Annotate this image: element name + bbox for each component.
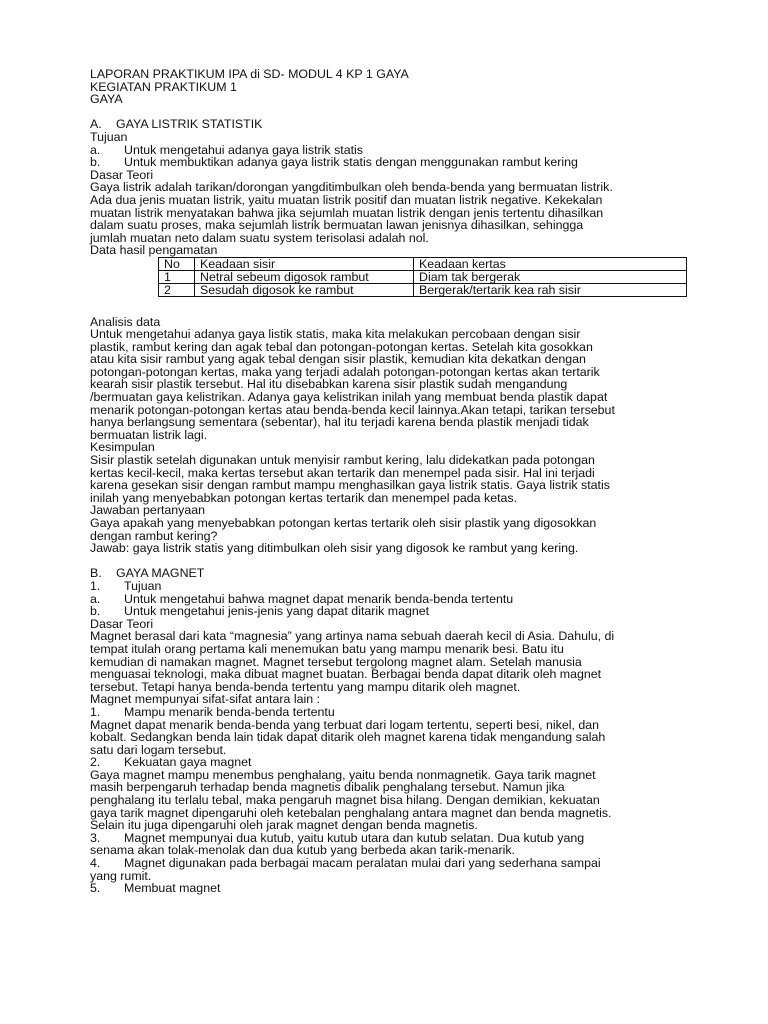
table-header-cell: Keadaan kertas (414, 257, 687, 270)
paragraph-line: menguasai teknologi, maka dibuat magnet buatan. Berbagai benda dapat ditarik oleh magnet (90, 667, 602, 682)
paragraph-line: yang rumit. (90, 868, 152, 883)
observation-table (158, 257, 687, 297)
sifat-item: 2. Kekuatan gaya magnet (90, 755, 252, 770)
paragraph-line: Magnet mempunyai sifat-sifat antara lain : (90, 692, 321, 707)
table-cell: Netral sebeum digosok rambut (195, 270, 414, 283)
paragraph-line: karena gesekan sisir dengan rambut mampu menghasilkan gaya listrik statis. Gaya listrik statis (90, 478, 610, 493)
paragraph-line: potongan-potongan kertas, maka yang terjadi adalah potongan-potongan kertas akan tertarik (90, 364, 600, 379)
section-b-tujuan-item: b. Untuk mengetahui jenis-jenis yang dapat ditarik magnet (90, 604, 430, 619)
paragraph-line: Untuk mengetahui adanya gaya listik statis, maka kita melakukan percobaan dengan sisir (90, 327, 581, 342)
section-a-heading: A. GAYA LISTRIK STATISTIK (90, 117, 263, 132)
kesimpulan-heading: Kesimpulan (90, 440, 155, 455)
paragraph-line: kemudian di namakan magnet. Magnet tersebut tergolong magnet alam. Setelah manusia (90, 654, 582, 669)
paragraph-line: penghalang itu terlalu tebal, maka pengaruh magnet bisa hilang. Dengan demikian, kekuatan (90, 793, 600, 808)
paragraph-line: Ada dua jenis muatan listrik, yaitu muatan listrik positif dan muatan listrik negative. Kekekalan (90, 192, 603, 207)
table-cell: Diam tak bergerak (414, 270, 687, 283)
table-header-cell: Keadaan sisir (195, 257, 414, 270)
table-row (159, 270, 687, 283)
activity-title: KEGIATAN PRAKTIKUM 1 (90, 79, 237, 94)
jawaban-heading: Jawaban pertanyaan (90, 503, 206, 518)
topic-title: GAYA (90, 92, 123, 107)
paragraph-line: Gaya listrik adalah tarikan/dorongan yangditimbulkan oleh benda-benda yang bermuatan listrik. (90, 180, 613, 195)
section-a-dasar-heading: Dasar Teori (90, 167, 154, 182)
paragraph-line: jumlah muatan neto dalam suatu system terisolasi adalah nol. (90, 230, 429, 245)
sifat-item: 4. Magnet digunakan pada berbagai macam peralatan mulai dari yang sederhana sampai (90, 856, 601, 871)
table-row (159, 283, 687, 296)
paragraph-line: gaya tarik magnet dipengaruhi oleh ketebalan penghalang antara magnet dan benda magnetis. (90, 805, 612, 820)
paragraph-line: Gaya magnet mampu menembus penghalang, yaitu benda nonmagnetik. Gaya tarik magnet (90, 767, 596, 782)
paragraph-line: tempat itulah orang pertama kali menemukan batu yang mampu menarik besi. Batu itu (90, 641, 564, 656)
section-b-tujuan-item: a. Untuk mengetahui bahwa magnet dapat menarik benda-benda tertentu (90, 591, 514, 606)
table-cell: Sesudah digosok ke rambut (195, 283, 414, 296)
paragraph-line: masih berpengaruh terhadap benda magnetis dibalik penghalang tersebut. Namun jika (90, 780, 565, 795)
paragraph-line: inilah yang menyebabkan potongan kertas tertarik dan menempel pada ketas. (90, 490, 518, 505)
section-a-tujuan-item: a. Untuk mengetahui adanya gaya listrik statis (90, 142, 363, 157)
paragraph-line: senama akan tolak-menolak dan dua kutub yang berbeda akan tarik-menarik. (90, 843, 515, 858)
paragraph-line: Magnet dapat menarik benda-benda yang terbuat dari logam tertentu, seperti besi, nikel, dan (90, 717, 600, 732)
paragraph-line: tersebut. Tetapi hanya benda-benda tertentu yang mampu ditarik oleh magnet. (90, 679, 521, 694)
paragraph-line: Jawab: gaya listrik statis yang ditimbulkan oleh sisir yang digosok ke rambut yang kering. (90, 541, 579, 556)
data-table-heading: Data hasil pengamatan (90, 243, 218, 258)
paragraph-line: dengan rambut kering? (90, 528, 218, 543)
table-header-cell: No (159, 257, 195, 270)
table-header-row (159, 257, 687, 270)
paragraph-line: kearah sisir plastik tersebut. Hal itu disebabkan karena sisir plastik sudah mengandung (90, 377, 568, 392)
paragraph-line: muatan listrik menyatakan bahwa jika sejumlah muatan listrik dengan jenis tertentu dihasilkan (90, 205, 604, 220)
section-a-tujuan-heading: Tujuan (90, 129, 128, 144)
report-title: LAPORAN PRAKTIKUM IPA di SD- MODUL 4 KP 1 GAYA (90, 67, 409, 81)
paragraph-line: hanya berlangsung sementara (sebentar), hal itu terjadi karena benda plastik menjadi tidak (90, 415, 589, 430)
section-a-tujuan-item: b. Untuk membuktikan adanya gaya listrik statis dengan menggunakan rambut kering (90, 155, 578, 170)
table-cell: 1 (159, 270, 195, 283)
paragraph-line: kertas kecil-kecil, maka kertas tersebut akan tertarik dan menempel pada sisir. Hal ini terjadi (90, 465, 595, 480)
section-b-tujuan-heading: 1. Tujuan (90, 578, 162, 593)
analisis-heading: Analisis data (90, 314, 161, 329)
table-cell: 2 (159, 283, 195, 296)
section-b-dasar-heading: Dasar Teori (90, 616, 154, 631)
table-cell: Bergerak/tertarik kea rah sisir (414, 283, 687, 296)
paragraph-line: Magnet berasal dari kata “magnesia” yang artinya nama sebuah daerah kecil di Asia. Dahulu, di (90, 629, 615, 644)
paragraph-line: bermuatan listrik lagi. (90, 427, 208, 442)
sifat-item: 1. Mampu menarik benda-benda tertentu (90, 704, 335, 719)
sifat-item: 3. Magnet mempunyai dua kutub, yaitu kutub utara dan kutub selatan. Dua kutub yang (90, 830, 585, 845)
paragraph-line: plastik, rambut kering dan agak tebal dan potongan-potongan kertas. Setelah kita gosokkan (90, 339, 593, 354)
paragraph-line: Selain itu juga dipengaruhi oleh jarak magnet dengan benda magnetis. (90, 818, 478, 833)
section-b-heading: B. GAYA MAGNET (90, 566, 205, 581)
paragraph-line: menarik potongan-potongan kertas atau benda-benda kecil lainnya.Akan tetapi, tarikan tersebut (90, 402, 615, 417)
paragraph-line: atau kita sisir rambut yang agak tebal dengan sisir plastik, kemudian kita dekatkan dengan (90, 352, 586, 367)
paragraph-line: Sisir plastik setelah digunakan untuk menyisir rambut kering, lalu didekatkan pada potongan (90, 453, 595, 468)
paragraph-line: /bermuatan gaya kelistrikan. Adanya gaya kelistrikan inilah yang membuat benda plastik dapat (90, 390, 608, 405)
paragraph-line: satu dari logam tersebut. (90, 742, 227, 757)
paragraph-line: dalam suatu proses, maka sejumlah listrik bermuatan lawan jenisnya dihasilkan, sehingga (90, 218, 584, 233)
sifat-item: 5. Membuat magnet (90, 881, 221, 896)
paragraph-line: kobalt. Sedangkan benda lain tidak dapat ditarik oleh magnet karena tidak mengandung salah (90, 730, 606, 745)
paragraph-line: Gaya apakah yang menyebabkan potongan kertas tertarik oleh sisir plastik yang digosokkan (90, 516, 597, 530)
